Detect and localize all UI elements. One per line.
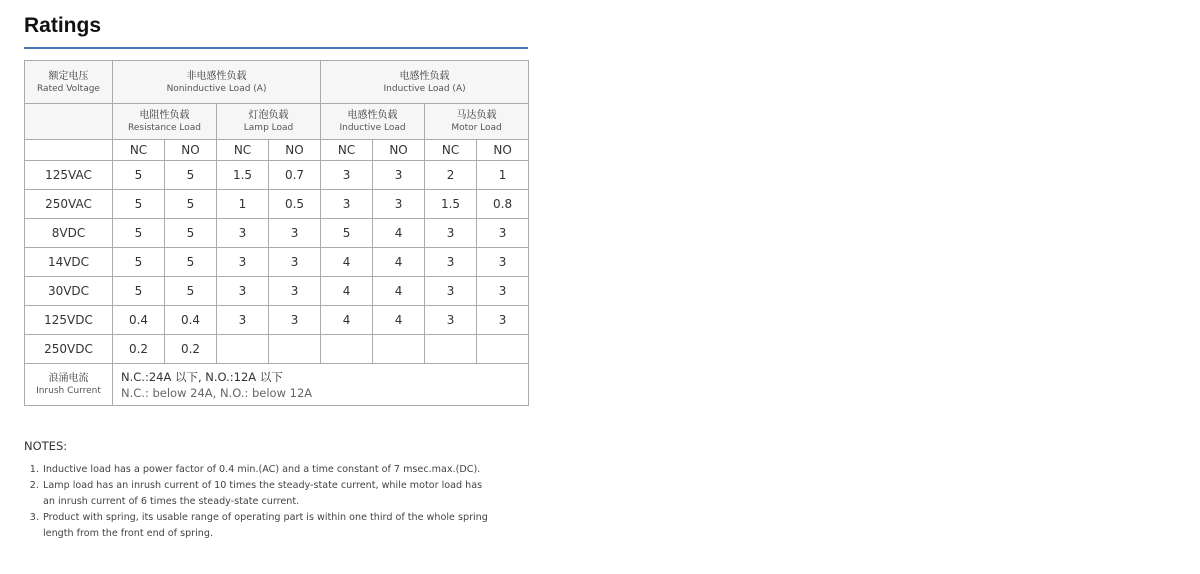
table-row [25,190,529,219]
contact-header: NC [217,140,269,161]
value-cell: 3 [425,306,477,335]
notes-list [24,462,493,542]
inrush-row [25,364,529,406]
value-cell: 5 [113,161,165,190]
value-cell [269,335,321,364]
value-cell: 3 [217,277,269,306]
blank-header-cell [25,104,113,140]
table-row [25,248,529,277]
contact-header: NO [373,140,425,161]
table-row [25,277,529,306]
value-cell: 5 [113,190,165,219]
inrush-value: N.C.:24A 以下, N.O.:12A 以下 N.C.: below 24A, N.O.: below 12A [113,364,529,406]
value-cell: 3 [217,219,269,248]
contact-header: NO [165,140,217,161]
value-cell: 3 [477,248,529,277]
contact-header: NC [425,140,477,161]
value-cell: 3 [321,190,373,219]
page-title: Ratings [24,14,102,37]
title-divider [24,47,528,49]
value-cell: 1 [217,190,269,219]
value-cell: 3 [425,248,477,277]
notes-title: NOTES: [24,439,68,453]
rated-voltage-header: 额定电压 Rated Voltage [25,61,113,104]
contact-header: NO [477,140,529,161]
voltage-cell: 250VDC [25,335,113,364]
value-cell: 0.4 [113,306,165,335]
value-cell: 0.2 [113,335,165,364]
inrush-label: 浪涌电流 Inrush Current [25,364,113,406]
value-cell: 3 [269,277,321,306]
note-item: 1. Inductive load has a power factor of 0.4 min.(AC) and a time constant of 7 msec.max.(DC). [42,462,493,478]
value-cell [373,335,425,364]
value-cell: 3 [477,219,529,248]
value-cell: 4 [373,219,425,248]
inductive-load-subheader: 电感性负载 Inductive Load [321,104,425,140]
ratings-table [24,60,529,406]
value-cell: 4 [373,248,425,277]
table-row [25,335,529,364]
value-cell [425,335,477,364]
voltage-cell: 125VDC [25,306,113,335]
contact-header: NC [321,140,373,161]
header-row-2 [25,104,529,140]
header-row-1 [25,61,529,104]
value-cell: 3 [425,219,477,248]
value-cell: 3 [269,306,321,335]
contact-header: NO [269,140,321,161]
voltage-cell: 30VDC [25,277,113,306]
contact-header-row [25,140,529,161]
value-cell: 5 [113,248,165,277]
value-cell: 5 [321,219,373,248]
value-cell: 0.4 [165,306,217,335]
value-cell: 1 [477,161,529,190]
value-cell: 4 [373,306,425,335]
value-cell: 0.2 [165,335,217,364]
value-cell [477,335,529,364]
value-cell: 4 [321,277,373,306]
value-cell [217,335,269,364]
lamp-load-header: 灯泡负载 Lamp Load [217,104,321,140]
value-cell: 4 [321,306,373,335]
value-cell: 5 [165,190,217,219]
value-cell: 3 [269,219,321,248]
voltage-cell: 14VDC [25,248,113,277]
value-cell: 5 [165,161,217,190]
voltage-cell: 125VAC [25,161,113,190]
blank-contact-cell [25,140,113,161]
value-cell: 3 [217,306,269,335]
value-cell: 3 [425,277,477,306]
value-cell [321,335,373,364]
value-cell: 3 [269,248,321,277]
inductive-load-header: 电感性负载 Inductive Load (A) [321,61,529,104]
value-cell: 5 [165,248,217,277]
value-cell: 4 [373,277,425,306]
value-cell: 3 [477,277,529,306]
contact-header: NC [113,140,165,161]
value-cell: 5 [165,219,217,248]
value-cell: 1.5 [425,190,477,219]
noninductive-load-header: 非电感性负载 Noninductive Load (A) [113,61,321,104]
value-cell: 0.5 [269,190,321,219]
value-cell: 0.7 [269,161,321,190]
value-cell: 5 [113,277,165,306]
value-cell: 5 [165,277,217,306]
table-row [25,306,529,335]
motor-load-header: 马达负载 Motor Load [425,104,529,140]
voltage-cell: 250VAC [25,190,113,219]
value-cell: 3 [373,161,425,190]
voltage-cell: 8VDC [25,219,113,248]
table-row [25,219,529,248]
value-cell: 4 [321,248,373,277]
value-cell: 3 [321,161,373,190]
table-row [25,161,529,190]
value-cell: 3 [373,190,425,219]
value-cell: 5 [113,219,165,248]
note-item: 2. Lamp load has an inrush current of 10 times the steady-state current, while motor load has an inrush current of 6 times the steady-state current. [42,478,493,510]
note-item: 3. Product with spring, its usable range of operating part is within one third of the whole spring length from the front end of spring. [42,510,493,542]
value-cell: 0.8 [477,190,529,219]
value-cell: 1.5 [217,161,269,190]
resistance-load-header: 电阻性负载 Resistance Load [113,104,217,140]
value-cell: 3 [217,248,269,277]
value-cell: 2 [425,161,477,190]
notes-section [24,439,493,542]
value-cell: 3 [477,306,529,335]
